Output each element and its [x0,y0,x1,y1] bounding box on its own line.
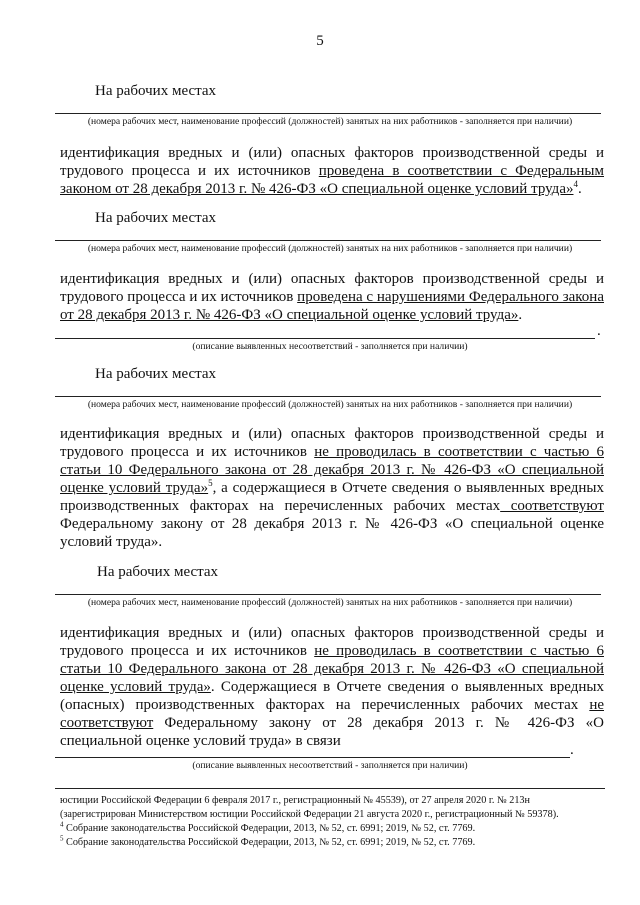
block-4-fill-line [55,594,601,595]
block-3-caption: (номера рабочих мест, наименование профессий (должностей) занятых на них работников - заполняется при наличии) [87,399,573,410]
block-2-caption: (номера рабочих мест, наименование профессий (должностей) занятых на них работников - заполняется при наличии) [87,243,573,254]
block-1-paragraph [60,144,604,198]
block-2-paragraph [60,270,604,324]
block-1-end: . [577,181,582,197]
block-3-mid: , а содержащиеся в Отчете сведения о выявленных вредных производственных факторах на перечисленных рабочих местах [60,480,604,514]
footnote-continued: юстиции Российской Федерации 6 февраля 2017 г., регистрационный № 45539), от 27 апреля 2020 г. № 213н (зарегистрирован Министерством юстиции Российской Федерации 21 августа 2020 г., регистрационный № 59378). [60,795,559,820]
footnote-4 [60,820,476,834]
block-1-caption: (номера рабочих мест, наименование профессий (должностей) занятых на них работников - заполняется при наличии) [87,116,573,127]
footnote-ref-4: 4 [573,179,578,189]
block-1-text: идентификация вредных и (или) опасных факторов производственной среды и трудового процесса и их источников [60,145,604,179]
block-4-paragraph [60,624,604,750]
block-1-underlined-text: проведена в соответствии с Федеральным законом от 28 декабря 2013 г. № 426-ФЗ «О специальной оценке условий труда» [60,163,604,197]
block-4-mid: . Содержащиеся в Отчете сведения о выявленных вредных (опасных) производственных факторах на перечисленных рабочих местах [60,679,605,713]
block-3-underlined-text: не проводилась в соответствии с частью 6 статьи 10 Федерального закона от 28 декабря 2013 г. № 426-ФЗ «О специальной оценке условий труда» [60,444,604,496]
block-4-caption-2: (описание выявленных несоответствий - заполняется при наличии) [192,760,468,771]
block-3-text: идентификация вредных и (или) опасных факторов производственной среды и трудового процесса и их источников [60,426,604,460]
block-2-line-end: . [597,323,601,339]
block-2-caption-2: (описание выявленных несоответствий - заполняется при наличии) [192,341,468,352]
footnote-5-text: Собрание законодательства Российской Федерации, 2013, № 52, ст. 6991; 2019, № 52, ст. 7769. [63,837,476,848]
block-3-end: Федеральному закону от 28 декабря 2013 г. № 426-ФЗ «О специальной оценке условий труда». [60,516,604,550]
page-number: 5 [316,33,324,49]
block-3-fill-line [55,396,601,397]
footnote-4-text: Собрание законодательства Российской Федерации, 2013, № 52, ст. 6991; 2019, № 52, ст. 7769. [63,823,476,834]
footnotes [60,794,608,850]
block-4-text: идентификация вредных и (или) опасных факторов производственной среды и трудового процесса и их источников [60,625,604,659]
block-2-underlined-text: проведена с нарушениями Федерального закона от 28 декабря 2013 г. № 426-ФЗ «О специальной оценке условий труда» [60,289,604,323]
footnote-4-mark: 4 [60,820,64,829]
block-4-caption: (номера рабочих мест, наименование профессий (должностей) занятых на них работников - заполняется при наличии) [87,597,573,608]
block-4-line-end: . [570,742,574,758]
footnote-separator [55,788,605,789]
footnote-5 [60,834,476,848]
footnote-5-mark: 5 [60,834,64,843]
block-2-end: . [518,307,523,323]
block-4-heading: На рабочих местах [97,564,219,580]
block-1-fill-line [55,113,601,114]
footnote-ref-5: 5 [208,478,213,488]
block-2-description-line [55,338,595,339]
block-3-paragraph [60,425,604,551]
block-1-heading: На рабочих местах [95,83,217,99]
block-4-underlined-text: не проводилась в соответствии с частью 6 статьи 10 Федерального закона от 28 декабря 2013 г. № 426-ФЗ «О специальной оценке условий труда» [60,643,604,695]
block-4-end: Федеральному закону от 28 декабря 2013 г. № 426-ФЗ «О специальной оценке условий труда» в связи [60,715,604,749]
block-2-heading: На рабочих местах [95,210,217,226]
block-4-description-line [55,757,570,758]
block-2-text: идентификация вредных и (или) опасных факторов производственной среды и трудового процесса и их источников [60,271,604,305]
block-3-heading: На рабочих местах [95,366,217,382]
block-2-fill-line [55,240,601,241]
block-3-underlined-text-2: соответствуют [500,498,604,514]
block-4-underlined-text-2: не соответствуют [60,697,604,731]
